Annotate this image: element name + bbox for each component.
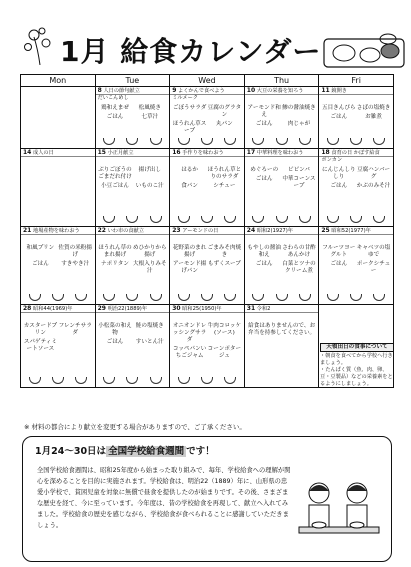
day-theme: 小正月献立 xyxy=(107,150,134,156)
day-theme: 明治22(1889)年 xyxy=(107,306,148,312)
menu-item: 五目きんぴら xyxy=(321,105,356,111)
menu-item: ごはん xyxy=(106,339,124,345)
menu-item: ほうれん草のまれ揚げ xyxy=(98,245,132,258)
calendar-day-cell xyxy=(318,149,393,226)
bowl-icon xyxy=(29,294,41,301)
day-date: 29 xyxy=(97,305,106,312)
dish-icons xyxy=(172,138,242,145)
calendar-week-row xyxy=(21,87,393,149)
menu-item: ごはん xyxy=(32,261,49,267)
menu-item: 鯵の醤油焼き xyxy=(282,105,316,111)
menu-items xyxy=(319,243,393,277)
calendar-day-cell xyxy=(95,149,170,226)
menu-items xyxy=(170,243,244,277)
day-date: 22 xyxy=(97,227,106,234)
bowl-icon xyxy=(276,216,288,223)
bowl-icon xyxy=(350,294,362,301)
menu-item: お雑煮 xyxy=(365,114,382,120)
menu-item: コッペパンいちごジャム xyxy=(172,346,207,359)
calendar xyxy=(20,74,394,388)
breakfast-note xyxy=(320,343,394,388)
day-date: 30 xyxy=(172,305,181,312)
menu-item: すいとん汁 xyxy=(135,339,164,345)
bowl-icon xyxy=(252,216,264,223)
bowl-icon xyxy=(201,216,213,223)
calendar-day-cell xyxy=(318,87,393,148)
bowl-icon xyxy=(103,294,115,301)
bowl-icon xyxy=(103,138,115,145)
bowl-icon xyxy=(327,294,339,301)
day-theme: 鏡開き xyxy=(331,88,347,94)
box-heading xyxy=(35,443,215,457)
day-theme: 昭和44(1969)年 xyxy=(33,306,73,312)
dish-icons xyxy=(247,138,317,145)
bowl-icon xyxy=(224,377,236,384)
dish-icons xyxy=(321,216,391,223)
day-header xyxy=(245,149,319,157)
calendar-day-cell xyxy=(244,305,319,387)
day-date: 21 xyxy=(23,227,32,234)
day-date: 8 xyxy=(97,87,102,94)
dish-icons xyxy=(98,216,168,223)
day-theme: 地場産物を味わおう xyxy=(33,228,80,234)
day-date: 15 xyxy=(97,149,106,156)
day-theme: 昭和2(1927)年 xyxy=(256,228,293,234)
menu-item: さわらの甘酢あんかけ xyxy=(282,245,316,258)
dish-icons xyxy=(23,294,93,301)
menu-item: すきやき汁 xyxy=(61,261,90,267)
bowl-icon xyxy=(373,294,385,301)
day-header xyxy=(170,305,244,313)
day-header xyxy=(245,305,319,313)
day-date: 18 xyxy=(321,149,330,156)
bowl-icon xyxy=(150,294,162,301)
day-header xyxy=(319,227,393,235)
calendar-day-cell xyxy=(95,87,170,148)
menu-item: コーンポタージュ xyxy=(207,346,242,359)
day-extra-item: ボンカン xyxy=(321,157,343,163)
weekday-fri: Fri xyxy=(318,75,393,86)
bowl-icon xyxy=(373,138,385,145)
bowl-icon xyxy=(327,138,339,145)
dish-icons xyxy=(98,294,168,301)
menu-item: 花野菜のまれ揚げ xyxy=(172,245,207,258)
bowl-icon xyxy=(201,377,213,384)
day-extra-item: ミルメーク xyxy=(172,95,198,101)
menu-item: ビビンバ xyxy=(287,167,310,173)
menu-item: 肉じゃが xyxy=(287,121,311,127)
day-theme: 人日の節句献立 xyxy=(103,88,140,94)
day-theme: 昭和52(1977)年 xyxy=(331,228,371,234)
box-body: 全国学校給食週間は、昭和25年度から始まった取り組みで、毎年、学校給食への理解が関心を深めることを目的に実施されます。学校給食は、明治22（1889）年に、山形県の忠愛小学校で、貧困児童を対象に無償で昼食を提供したのが始まりです。その後、さまざまな歴史を経て、今に至っています。今年度は、昔の学校給食を再現して、献立へ入れてみました。学校給食の歴史を感じながら、学校給食が食べられることに感謝していただきましょう。 xyxy=(37,467,291,529)
box-heading-prefix: 1月24〜30日は xyxy=(35,446,107,457)
bowl-icon xyxy=(52,377,64,384)
menu-item: ほうれん草スープ xyxy=(172,121,207,134)
menu-item: ごはん xyxy=(255,176,273,182)
dish-icons xyxy=(321,294,391,301)
menu-item: はるか xyxy=(181,167,198,173)
bowl-icon xyxy=(75,377,87,384)
bowl-icon xyxy=(126,138,138,145)
menu-item: ほうれん草とりのサラダ xyxy=(207,167,242,180)
calendar-day-cell xyxy=(244,87,319,148)
note-title: 天領田日の食事について xyxy=(320,343,394,352)
day-date: 10 xyxy=(246,87,256,94)
day-date: 28 xyxy=(23,305,32,312)
bowl-icon xyxy=(252,294,264,301)
bowl-icon xyxy=(224,138,236,145)
menu-item: 佐賀の米粉揚げ xyxy=(58,245,92,258)
bowl-icon xyxy=(252,138,264,145)
menu-item: オニオンドレッシングサラダ xyxy=(172,323,207,343)
day-header xyxy=(319,149,393,157)
day-theme: 大豆の栄養を知ろう xyxy=(256,88,304,94)
menu-item: 松風焼き xyxy=(138,105,161,111)
bowl-icon xyxy=(150,138,162,145)
bowl-icon xyxy=(150,377,162,384)
day-header xyxy=(21,227,95,235)
day-theme: 昭和25(1950)年 xyxy=(182,306,222,312)
menu-item: 丸パン xyxy=(215,121,233,127)
menu-items xyxy=(245,103,319,130)
day-date: 11 xyxy=(321,87,330,94)
bowl-icon xyxy=(178,138,190,145)
menu-item: 豆腐のグラタン xyxy=(207,105,242,118)
students-eating-icon xyxy=(295,473,383,553)
bowl-icon xyxy=(178,377,190,384)
menu-items xyxy=(319,165,393,192)
menu-items xyxy=(170,165,244,192)
day-date: 24 xyxy=(246,227,256,234)
bowl-icon xyxy=(299,216,311,223)
calendar-day-cell xyxy=(21,227,95,304)
menu-items xyxy=(245,243,319,277)
day-header xyxy=(96,87,170,95)
day-date: 25 xyxy=(321,227,330,234)
menu-items xyxy=(96,103,170,123)
menu-item: 牛肉コロッケ(ソース) xyxy=(207,323,242,336)
day-header xyxy=(170,227,244,235)
day-header xyxy=(319,87,393,95)
day-theme: 手作りを味わおう xyxy=(182,150,224,156)
bowl-icon xyxy=(299,294,311,301)
dish-icons xyxy=(98,138,168,145)
calendar-day-cell xyxy=(244,227,319,304)
menu-item: ごぼうサラダ xyxy=(172,105,207,111)
menu-item: ぶりごぼうのごまだれ付け xyxy=(98,167,132,180)
day-theme: よくかんで食べよう xyxy=(178,88,225,94)
calendar-day-cell xyxy=(21,305,95,387)
menu-item: めぐろーの xyxy=(250,167,279,173)
dish-icons xyxy=(172,216,242,223)
menu-item: アーモンド和え xyxy=(247,105,281,118)
menu-item: フルーツヨーグルト xyxy=(322,245,356,258)
day-date: 31 xyxy=(246,305,256,312)
bowl-icon xyxy=(178,216,190,223)
bowl-icon xyxy=(126,377,138,384)
menu-items xyxy=(170,103,244,137)
calendar-day-cell xyxy=(95,227,170,304)
menu-change-warning: ※ 材料の都合により献立を変更する場合がありますので、ご了承ください。 xyxy=(24,423,246,431)
dish-icons xyxy=(172,294,242,301)
day-theme: 成人の日 xyxy=(33,150,54,156)
menu-item: カスタードプリン xyxy=(23,323,58,336)
bowl-icon xyxy=(103,377,115,384)
day-date: 17 xyxy=(246,149,256,156)
lunch-tray-icon xyxy=(322,33,406,69)
dish-icons xyxy=(23,377,93,384)
dish-icons xyxy=(98,377,168,384)
menu-item: ごまみそ肉焼き xyxy=(207,245,242,258)
menu-item: 揚げ出し xyxy=(138,167,161,173)
menu-items xyxy=(319,103,393,123)
calendar-week-row xyxy=(21,227,393,305)
calendar-day-cell xyxy=(169,87,244,148)
menu-item: 鶏和えまぜ xyxy=(101,105,129,111)
menu-items xyxy=(96,243,170,277)
bowl-icon xyxy=(103,216,115,223)
menu-item: ごはん xyxy=(106,114,124,120)
bowl-icon xyxy=(52,294,64,301)
menu-item: ごはん xyxy=(255,121,273,127)
calendar-day-cell xyxy=(169,305,244,387)
weekday-header xyxy=(21,75,393,87)
page-title: 1月 給食カレンダー xyxy=(60,35,322,68)
day-header xyxy=(170,149,244,157)
menu-item: ごはん xyxy=(330,114,348,120)
menu-item: キャベツの塩ゆで xyxy=(356,245,391,258)
note-body: ・朝食を食べてから学校へ行きましょう。 ・たんぱく質（魚、肉、卵、豆・豆製品）などの栄養素をとるようにしましょう。 xyxy=(320,353,393,387)
day-date: 16 xyxy=(172,149,181,156)
menu-item: 食パン xyxy=(181,183,198,189)
bowl-icon xyxy=(224,216,236,223)
day-header xyxy=(21,149,95,157)
day-header xyxy=(21,305,95,313)
menu-items xyxy=(245,321,319,339)
flower-icon xyxy=(20,25,60,65)
menu-item: 和風プリン xyxy=(26,245,55,251)
bowl-icon xyxy=(126,216,138,223)
dish-icons xyxy=(247,216,317,223)
menu-item: シチュー xyxy=(213,183,236,189)
bowl-icon xyxy=(327,216,339,223)
menu-item: 白菜とツナのクリーム煮 xyxy=(282,261,316,274)
day-date: 14 xyxy=(23,149,32,156)
menu-item: もやしの醤油和え xyxy=(247,245,281,258)
school-lunch-week-box xyxy=(22,436,392,562)
bowl-icon xyxy=(150,216,162,223)
bowl-icon xyxy=(201,294,213,301)
bowl-icon xyxy=(201,138,213,145)
menu-item: 中華コーンスープ xyxy=(282,176,316,189)
menu-item: 豆腐ハンバーグ xyxy=(356,167,391,180)
calendar-day-cell xyxy=(318,227,393,304)
menu-item: さばの塩焼き xyxy=(356,105,391,111)
day-header xyxy=(245,227,319,235)
day-theme: 令和2 xyxy=(256,306,271,312)
menu-items xyxy=(96,165,170,192)
dish-icons xyxy=(172,377,242,384)
weekday-tue: Tue xyxy=(95,75,170,86)
menu-item: めひかりから揚げ xyxy=(133,245,167,258)
menu-items xyxy=(245,165,319,192)
bowl-icon xyxy=(299,138,311,145)
menu-item: ポークシチュー xyxy=(356,261,391,274)
calendar-day-cell xyxy=(21,149,95,226)
menu-item: 給食はありませんので、お弁当を持参してください。 xyxy=(248,323,316,336)
menu-item: スパゲティミートソース xyxy=(23,339,57,352)
box-heading-highlight: 全国学校給食週間 xyxy=(108,446,185,457)
menu-item: ごはん xyxy=(255,261,273,267)
bowl-icon xyxy=(29,377,41,384)
day-header xyxy=(245,87,319,95)
day-theme: アーモンドの日 xyxy=(182,228,219,234)
header xyxy=(0,0,411,74)
menu-item: 七草汁 xyxy=(141,114,159,120)
day-extra-item: だいこんめし xyxy=(97,95,129,101)
bowl-icon xyxy=(224,294,236,301)
bowl-icon xyxy=(126,294,138,301)
calendar-day-cell xyxy=(244,149,319,226)
bowl-icon xyxy=(350,138,362,145)
menu-item: 小松菜の和え物 xyxy=(98,323,132,336)
menu-item: かぶのみそ汁 xyxy=(356,183,391,189)
day-header xyxy=(96,149,170,157)
day-header xyxy=(96,305,170,313)
dish-icons xyxy=(321,138,391,145)
bowl-icon xyxy=(276,294,288,301)
weekday-wed: Wed xyxy=(169,75,244,86)
weekday-mon: Mon xyxy=(49,76,67,85)
menu-items xyxy=(170,321,244,362)
menu-item: フレンチサラダ xyxy=(58,323,92,336)
day-date: 23 xyxy=(172,227,181,234)
day-date: 9 xyxy=(172,87,177,94)
menu-item: もずくスープ xyxy=(207,261,241,267)
menu-item: 鮭の塩焼き xyxy=(135,323,164,329)
menu-item: ごはん xyxy=(330,261,348,267)
day-theme: 中華料理を味わおう xyxy=(256,150,304,156)
calendar-day-cell xyxy=(95,305,170,387)
dish-icons xyxy=(247,294,317,301)
bowl-icon xyxy=(276,138,288,145)
day-header xyxy=(96,227,170,235)
menu-item xyxy=(58,338,93,354)
calendar-week-row xyxy=(21,149,393,227)
menu-items xyxy=(21,243,95,270)
day-theme: いわ市の食献立 xyxy=(107,228,144,234)
menu-item: 小豆ごはん xyxy=(101,183,129,189)
menu-item: 大根入りみそ汁 xyxy=(133,261,167,274)
calendar-day-cell xyxy=(169,149,244,226)
weekday-thu: Thu xyxy=(244,75,319,86)
calendar-day-cell xyxy=(169,227,244,304)
box-heading-suffix: です！ xyxy=(186,446,215,457)
calendar-day-cell xyxy=(21,87,95,148)
menu-items xyxy=(21,321,95,355)
bowl-icon xyxy=(178,294,190,301)
menu-item: ナポリタン xyxy=(101,261,129,267)
bowl-icon xyxy=(75,294,87,301)
menu-items xyxy=(96,321,170,348)
menu-item: いものこ汁 xyxy=(135,183,164,189)
menu-item: アーモンド揚げパン xyxy=(172,261,207,274)
day-theme: 食育の日 かぼす給食 xyxy=(331,150,380,156)
bowl-icon xyxy=(350,216,362,223)
menu-item: にんじんしりしり xyxy=(321,167,356,180)
bowl-icon xyxy=(373,216,385,223)
menu-item: ごはん xyxy=(330,183,348,189)
day-header xyxy=(170,87,244,95)
